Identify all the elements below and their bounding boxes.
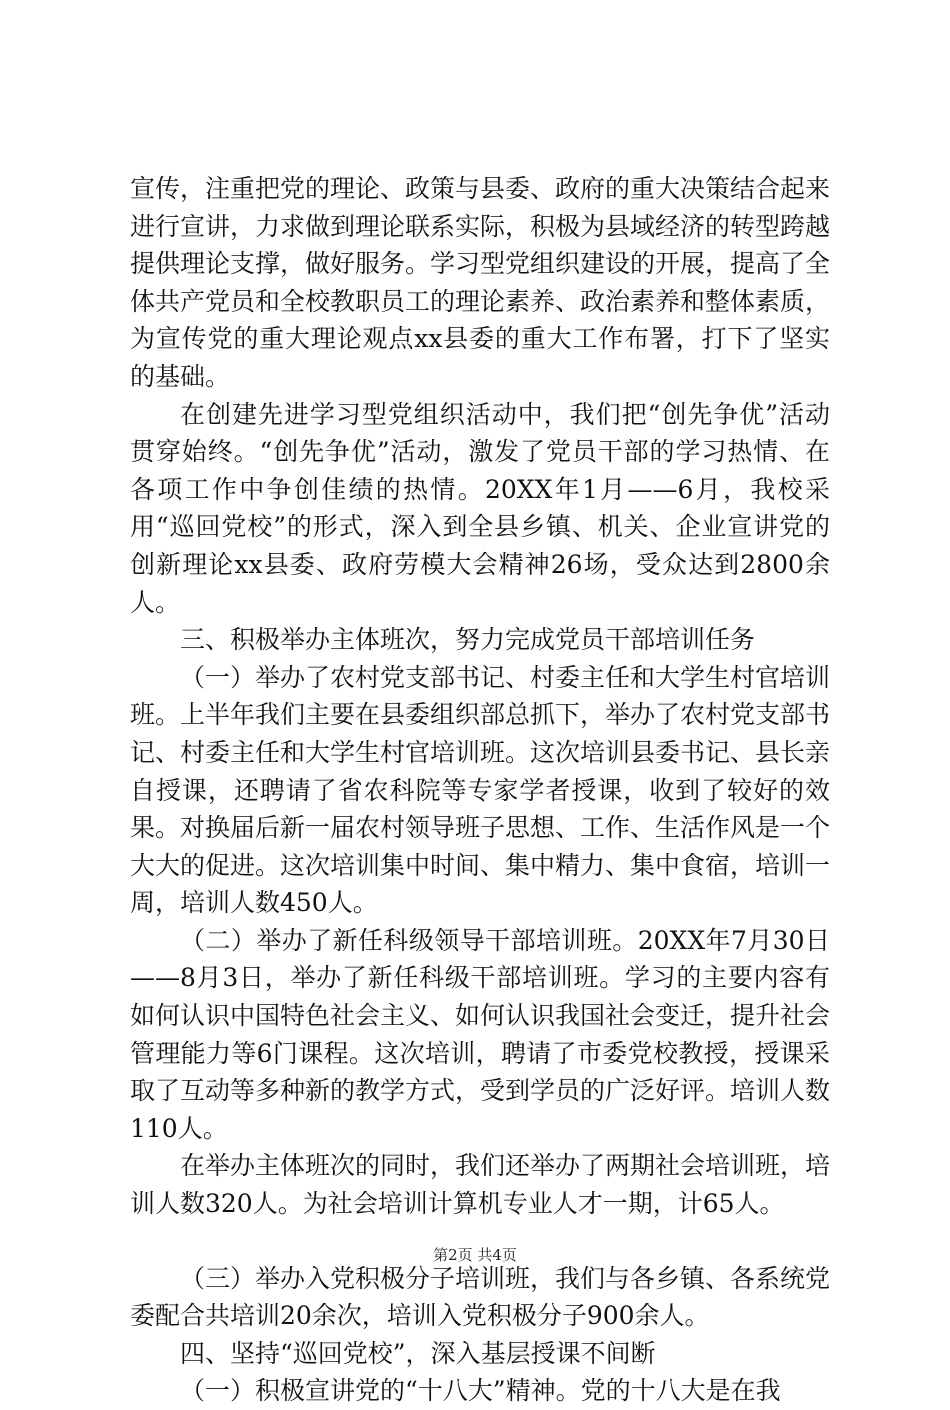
document-body [130, 170, 830, 1410]
paragraph-chuangxian: 在创建先进学习型党组织活动中，我们把“创先争优”活动贯穿始终。“创先争优”活动，激发了党员干部的学习热情、在各项工作中争创佳绩的热情。20XX年1月——6月，我校采用“巡回党校”的形式，深入到全县乡镇、机关、企业宣讲党的创新理论xx县委、政府劳模大会精神26场，受众达到2800余人。 [130, 399, 830, 617]
paragraph-continuation: 宣传，注重把党的理论、政策与县委、政府的重大决策结合起来进行宣讲，力求做到理论联系实际，积极为县域经济的转型跨越提供理论支撑，做好服务。学习型党组织建设的开展，提高了全体共产党员和全校教职员工的理论素养、政治素养和整体素质，为宣传党的重大理论观点xx县委的重大工作布署，打下了坚实的基础。 [130, 174, 831, 391]
section-heading-4: 四、坚持“巡回党校”，深入基层授课不间断 [180, 1338, 656, 1368]
paragraph-item-3: （三）举办入党积极分子培训班，我们与各乡镇、各系统党委配合共培训20余次，培训入党积极分子900余人。 [130, 1263, 831, 1331]
section-heading-3: 三、积极举办主体班次，努力完成党员干部培训任务 [180, 625, 756, 655]
page-number-footer: 第2页 共4页 [433, 1246, 517, 1264]
paragraph-item-4-1: （一）积极宣讲党的“十八大”精神。党的十八大是在我 [180, 1376, 781, 1406]
paragraph-social-training: 在举办主体班次的同时，我们还举办了两期社会培训班，培训人数320人。为社会培训计算机专业人才一期，计65人。 [130, 1151, 831, 1219]
paragraph-item-1: （一）举办了农村党支部书记、村委主任和大学生村官培训班。上半年我们主要在县委组织部总抓下，举办了农村党支部书记、村委主任和大学生村官培训班。这次培训县委书记、县长亲自授课，还聘请了省农科院等专家学者授课，收到了较好的效果。对换届后新一届农村领导班子思想、工作、生活作风是一个大大的促进。这次培训集中时间、集中精力、集中食宿，培训一周，培训人数450人。 [130, 662, 831, 918]
paragraph-item-2: （二）举办了新任科级领导干部培训班。20XX年7月30日——8月3日，举办了新任科级干部培训班。学习的主要内容有如何认识中国特色社会主义、如何认识我国社会变迁，提升社会管理能力等6门课程。这次培训，聘请了市委党校教授，授课采取了互动等多种新的教学方式，受到学员的广泛好评。培训人数110人。 [130, 925, 831, 1143]
